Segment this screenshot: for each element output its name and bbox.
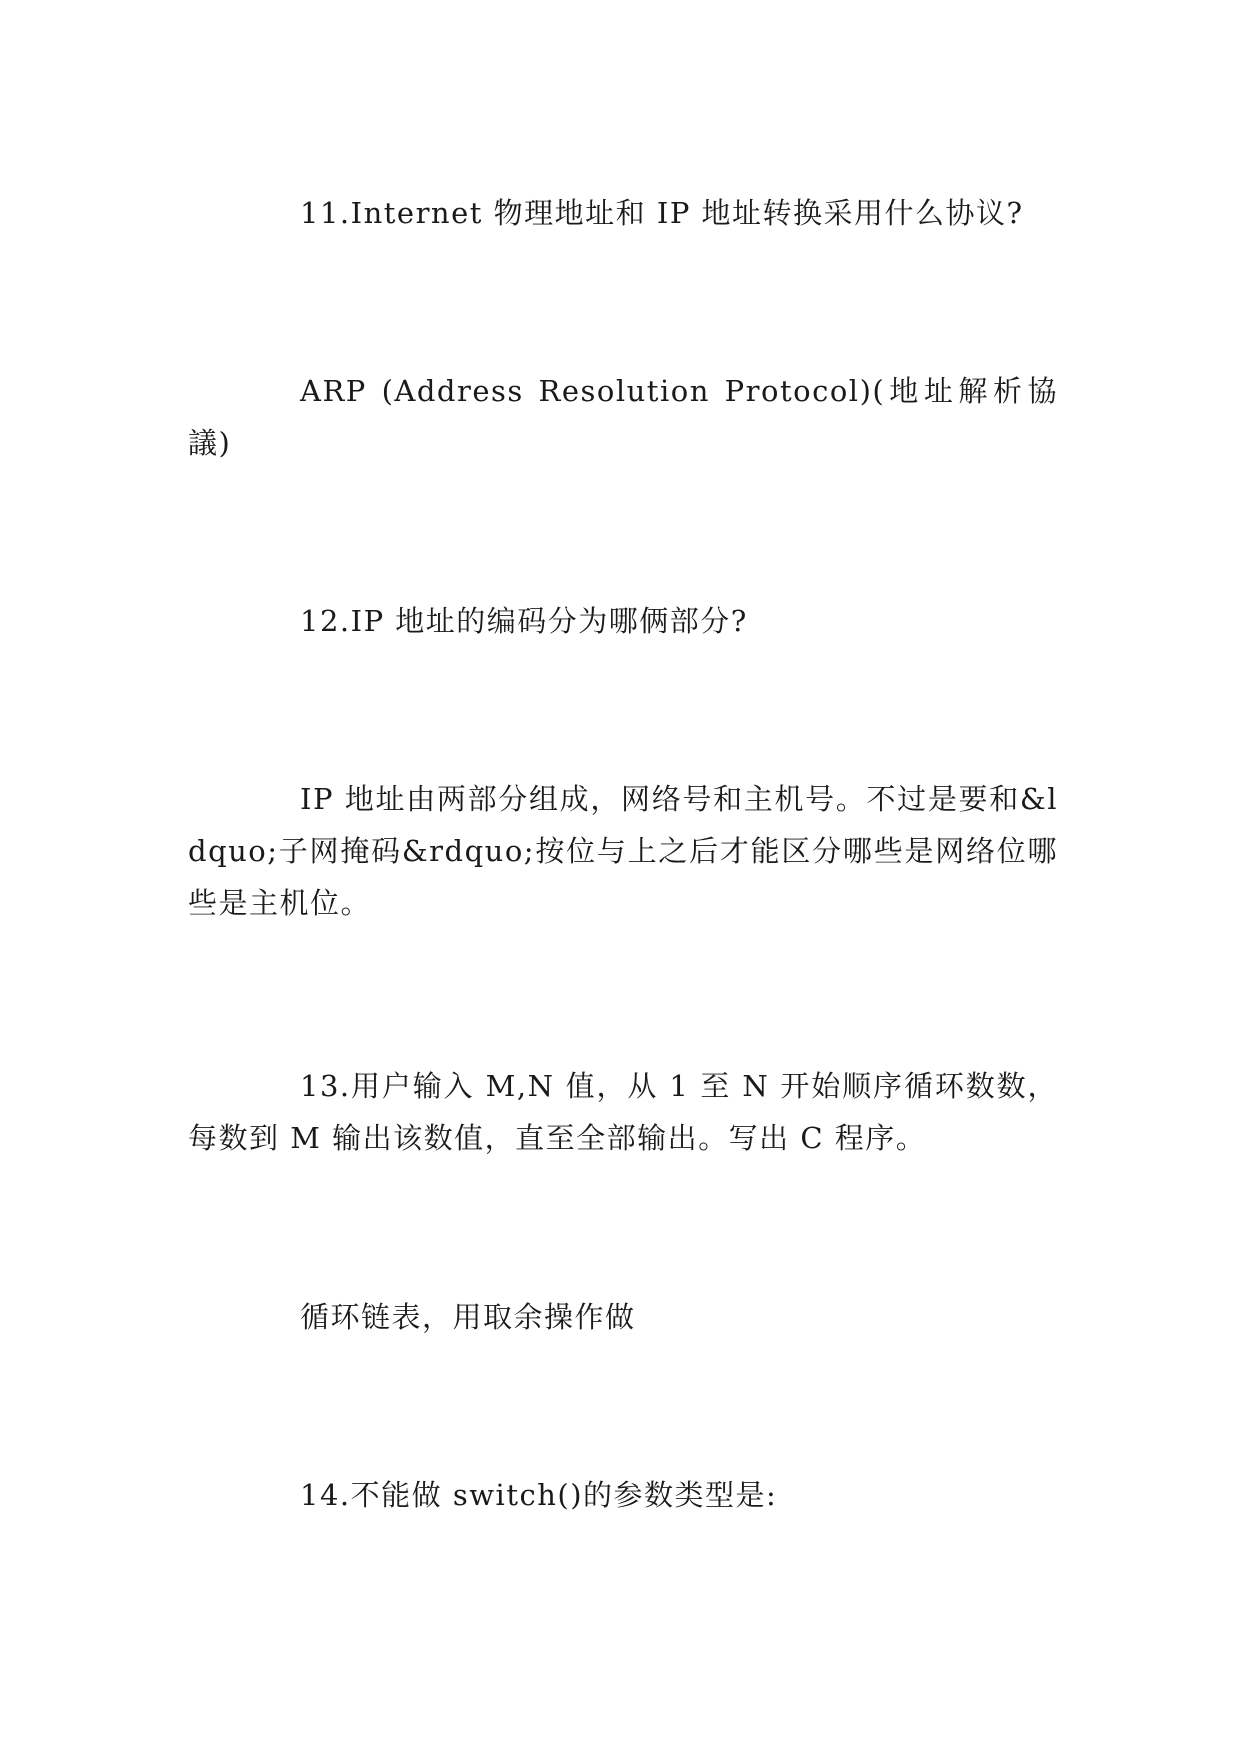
question-11: 11.Internet 物理地址和 IP 地址转换采用什么协议? <box>300 196 1024 230</box>
answer-13: 循环链表，用取余操作做 <box>300 1300 636 1334</box>
question-14: 14.不能做 switch()的参数类型是: <box>300 1478 778 1512</box>
question-12: 12.IP 地址的编码分为哪俩部分? <box>300 604 748 638</box>
question-13: 13.用户输入 M,N 值，从 1 至 N 开始顺序循环数数，每数到 M 输出该数值，直至全部输出。写出 C 程序。 <box>188 1069 1058 1155</box>
answer-11: ARP (Address Resolution Protocol)(地址解析協議) <box>188 374 1058 460</box>
answer-12: IP 地址由两部分组成，网络号和主机号。不过是要和&ldquo;子网掩码&rdquo;按位与上之后才能区分哪些是网络位哪些是主机位。 <box>188 782 1058 920</box>
